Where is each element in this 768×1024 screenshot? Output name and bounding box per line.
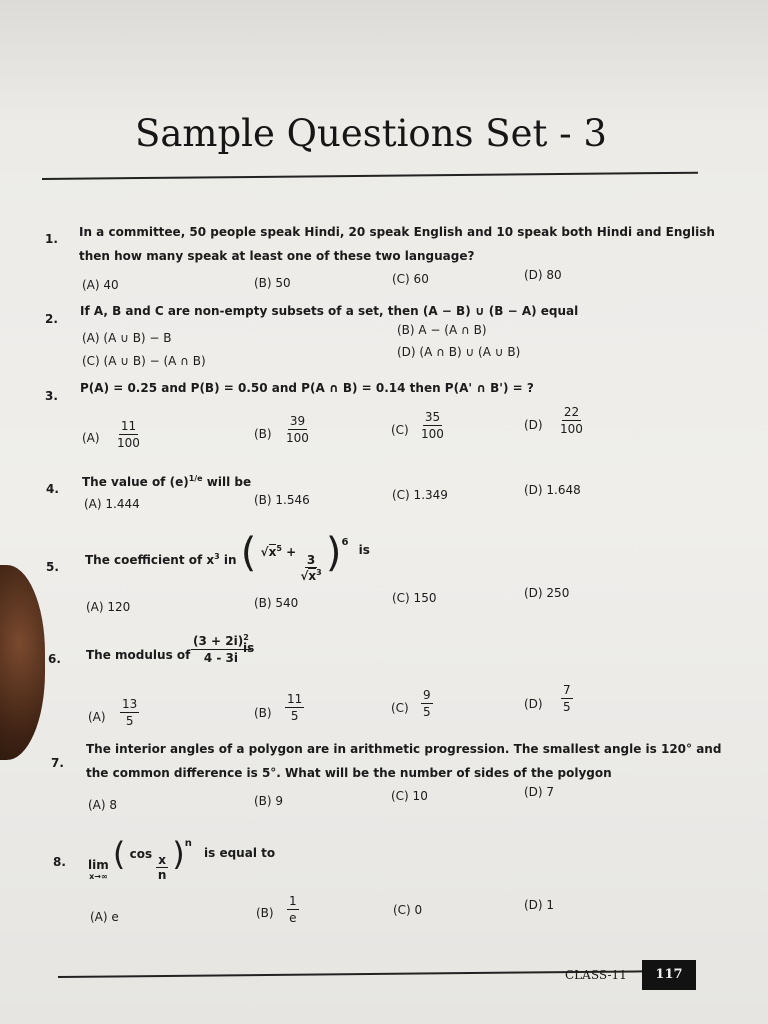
cos-text: cos	[129, 847, 153, 861]
question-text-after: is equal to	[204, 846, 276, 860]
title-rule	[42, 172, 698, 180]
fraction-denominator: 5	[290, 709, 299, 723]
fraction-denominator: 5	[423, 705, 431, 719]
option-a: (A) e	[90, 910, 119, 924]
question-number: 6.	[48, 652, 61, 666]
fraction-numerator: 3	[306, 553, 316, 567]
question-number: 7.	[51, 756, 64, 770]
page-number: 117	[642, 960, 696, 990]
option-b-label: (B)	[256, 906, 274, 920]
left-paren: (	[112, 835, 126, 873]
outer-exponent: n	[184, 838, 192, 849]
exponent: 1/e	[188, 474, 203, 483]
fraction-numerator: 11	[287, 692, 303, 706]
option-c: (C) 10	[391, 789, 428, 803]
question-text-before: The value of (e)	[82, 475, 189, 489]
option-d-fraction	[560, 405, 583, 436]
option-a: (A) 40	[82, 278, 119, 292]
question-text: If A, B and C are non-empty subsets of a set, then (A − B) ∪ (B − A) equal	[80, 304, 579, 318]
option-a: (A) (A ∪ B) − B	[82, 331, 172, 345]
option-d: (D) (A ∩ B) ∪ (A ∪ B)	[397, 345, 521, 359]
question-number: 5.	[46, 560, 59, 574]
limit-subscript: x→∞	[89, 872, 108, 881]
modulus-fraction	[191, 633, 251, 665]
option-c-label: (C)	[391, 701, 409, 715]
option-a-label: (A)	[82, 431, 100, 445]
option-c: (C) 150	[392, 591, 437, 605]
fraction-denominator: n	[157, 868, 167, 882]
fraction-denominator: 100	[286, 431, 309, 445]
option-c-label: (C)	[391, 423, 409, 437]
question-text	[82, 474, 251, 489]
option-b-fraction	[287, 894, 299, 925]
option-b: (B) 1.546	[254, 493, 310, 507]
page-title: Sample Questions Set - 3	[135, 112, 607, 155]
question-text: P(A) = 0.25 and P(B) = 0.50 and P(A ∩ B) = 0.14 then P(A' ∩ B') = ?	[80, 381, 534, 395]
question-text: The interior angles of a polygon are in arithmetic progression. The smallest angle is 120° and	[86, 742, 722, 756]
question-text-after: is	[358, 543, 370, 557]
question-number: 1.	[45, 232, 58, 246]
fraction-denominator: 100	[560, 422, 583, 436]
option-a-label: (A)	[88, 710, 106, 724]
fraction-numerator: 39	[289, 414, 306, 428]
fraction-denominator: 5	[563, 700, 571, 714]
thumb	[0, 565, 45, 760]
question-text: then how many speak at least one of these two language?	[79, 249, 475, 263]
cos-fraction	[156, 853, 168, 882]
question-text-after: will be	[202, 475, 252, 489]
question-number: 4.	[46, 482, 59, 496]
option-a-fraction	[117, 419, 140, 450]
fraction-denominator: 100	[117, 436, 140, 450]
option-b: (B) A − (A ∩ B)	[397, 323, 487, 337]
term-fraction	[300, 553, 321, 583]
option-c-fraction	[421, 410, 444, 441]
option-b-fraction	[286, 414, 309, 445]
fraction-numerator: 9	[423, 688, 431, 702]
option-a-fraction	[120, 697, 139, 728]
fraction-numerator: 7	[563, 683, 571, 697]
option-d: (D) 250	[524, 586, 570, 600]
option-b-fraction	[285, 692, 304, 723]
question-number: 3.	[45, 389, 58, 403]
option-d-label: (D)	[524, 697, 543, 711]
option-c-fraction	[421, 688, 433, 719]
option-c: (C) (A ∪ B) − (A ∩ B)	[82, 354, 206, 368]
question-text: the common difference is 5°. What will be the number of sides of the polygon	[86, 766, 612, 780]
root-exponent: 5	[276, 544, 282, 553]
option-d: (D) 80	[524, 268, 562, 282]
fraction-denominator: 100	[421, 427, 444, 441]
right-paren: )	[325, 530, 342, 576]
question-number: 8.	[53, 855, 66, 869]
left-paren: (	[240, 530, 257, 576]
option-d: (D) 1.648	[524, 483, 581, 497]
footer-rule	[58, 970, 642, 978]
class-label: CLASS-11	[565, 968, 627, 982]
fraction-denominator: 5	[125, 714, 134, 728]
option-d: (D) 7	[524, 785, 555, 799]
option-b: (B) 50	[254, 276, 291, 290]
option-c: (C) 0	[393, 903, 423, 917]
option-d-label: (D)	[524, 418, 543, 432]
option-b: (B) 540	[254, 596, 299, 610]
question-expression	[85, 530, 370, 585]
fraction-denominator: e	[289, 911, 297, 925]
numerator-exponent: 2	[243, 633, 249, 642]
option-b: (B) 9	[254, 794, 284, 808]
outer-exponent: 6	[341, 537, 349, 548]
root-base: x	[308, 569, 317, 583]
option-d-fraction	[561, 683, 573, 714]
fraction-numerator	[191, 633, 251, 650]
fraction-numerator: 13	[122, 697, 138, 711]
question-text-before: The modulus of	[86, 648, 191, 662]
option-a: (A) 1.444	[84, 497, 140, 511]
fraction-numerator: x	[158, 853, 167, 867]
fraction-numerator: 1	[289, 894, 297, 908]
question-text-in: in	[219, 553, 237, 567]
limit	[88, 858, 109, 881]
fraction-numerator: 22	[563, 405, 580, 419]
limit-text: lim	[88, 858, 109, 872]
question-number: 2.	[45, 312, 58, 326]
root-exponent: 3	[316, 568, 322, 577]
fraction-numerator: 35	[424, 410, 441, 424]
option-c: (C) 60	[392, 272, 429, 286]
x-exponent: 3	[214, 552, 220, 561]
option-a: (A) 120	[86, 600, 131, 614]
plus-sign: +	[286, 545, 297, 559]
root-term: $√x^5$	[260, 544, 282, 559]
right-paren: )	[172, 835, 185, 873]
option-a: (A) 8	[88, 798, 118, 812]
numerator-base: (3 + 2i)	[193, 634, 244, 648]
fraction-denominator: 4 - 3i	[203, 651, 238, 665]
question-text-before: The coefficient of x	[85, 553, 215, 567]
question-expression	[88, 835, 276, 883]
option-d: (D) 1	[524, 898, 555, 912]
question-text-after: is	[243, 641, 255, 655]
fraction-numerator: 11	[120, 419, 137, 433]
option-b-label: (B)	[254, 706, 272, 720]
question-text: In a committee, 50 people speak Hindi, 20 speak English and 10 speak both Hindi and English	[79, 225, 715, 239]
option-b-label: (B)	[254, 427, 272, 441]
option-c: (C) 1.349	[392, 488, 448, 502]
fraction-denominator: $√x^3$	[300, 568, 322, 583]
root-base: x	[268, 545, 277, 559]
